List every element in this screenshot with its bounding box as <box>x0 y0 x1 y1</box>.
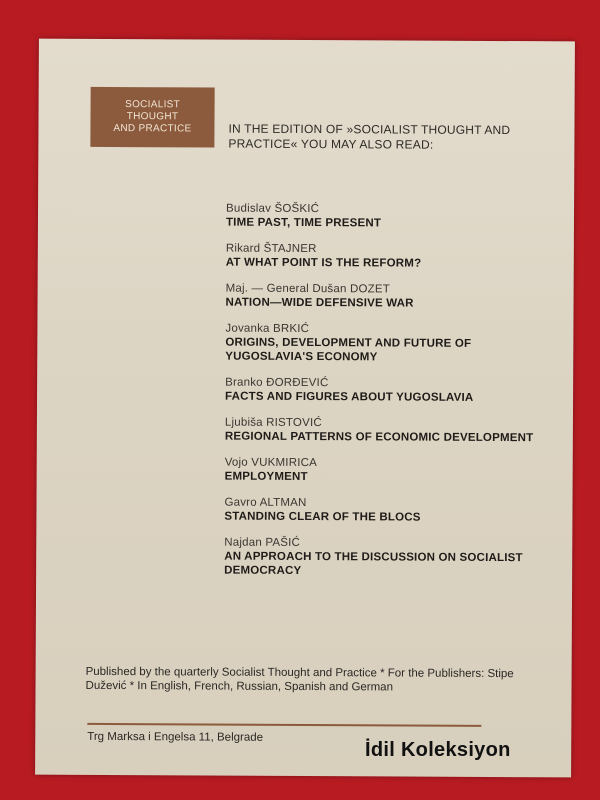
book-entry <box>224 496 554 526</box>
book-entry <box>226 282 556 312</box>
intro-heading: IN THE EDITION OF »SOCIALIST THOUGHT AND PRACTICE« YOU MAY ALSO READ: <box>228 121 511 152</box>
book-author: Najdan PAŠIĆ <box>224 536 301 549</box>
book-title: AT WHAT POINT IS THE REFORM? <box>225 256 422 270</box>
book-title: AN APPROACH TO THE DISCUSSION ON SOCIALIST DEMOCRACY <box>224 550 523 577</box>
book-author: Vojo VUKMIRICA <box>224 456 318 470</box>
badge-line: AND PRACTICE <box>113 122 192 135</box>
book-title: FACTS AND FIGURES ABOUT YUGOSLAVIA <box>225 390 474 404</box>
book-title: REGIONAL PATTERNS OF ECONOMIC DEVELOPMENT <box>224 430 534 445</box>
book-entry <box>225 376 555 406</box>
book-author: Branko ĐORĐEVIĆ <box>225 376 329 390</box>
book-author: Budislav ŠOŠKIĆ <box>226 202 320 216</box>
book-title: TIME PAST, TIME PRESENT <box>225 216 382 230</box>
book-back-cover <box>35 39 575 778</box>
book-title: NATION—WIDE DEFENSIVE WAR <box>225 296 414 310</box>
book-author: Rikard ŠTAJNER <box>225 242 317 256</box>
book-entry <box>225 322 555 366</box>
book-list <box>224 202 556 592</box>
book-title: STANDING CLEAR OF THE BLOCS <box>224 510 421 524</box>
book-title: EMPLOYMENT <box>224 470 308 484</box>
book-entry <box>224 536 554 580</box>
book-title: ORIGINS, DEVELOPMENT AND FUTURE OF YUGOSLAVIA'S ECONOMY <box>225 336 472 364</box>
publisher-address: Trg Marksa i Engelsa 11, Belgrade <box>87 730 264 744</box>
badge-line: SOCIALIST <box>125 99 181 111</box>
book-author: Gavro ALTMAN <box>224 496 307 510</box>
publisher-badge <box>90 87 214 148</box>
book-entry <box>225 416 555 446</box>
book-entry <box>226 202 556 232</box>
book-author: Ljubiša RISTOVIĆ <box>224 416 322 430</box>
book-author: Jovanka BRKIĆ <box>225 322 310 336</box>
publisher-info: Published by the quarterly Socialist Thought and Practice * For the Publishers: Stipe Dužević * In English, French, Russian, Spanish and German <box>85 665 514 694</box>
book-entry <box>225 456 555 486</box>
book-entry <box>226 242 556 272</box>
watermark: İdil Koleksiyon <box>365 739 511 761</box>
book-author: Maj. — General Dušan DOZET <box>225 282 390 296</box>
badge-line: THOUGHT <box>126 111 179 123</box>
divider <box>87 723 481 727</box>
